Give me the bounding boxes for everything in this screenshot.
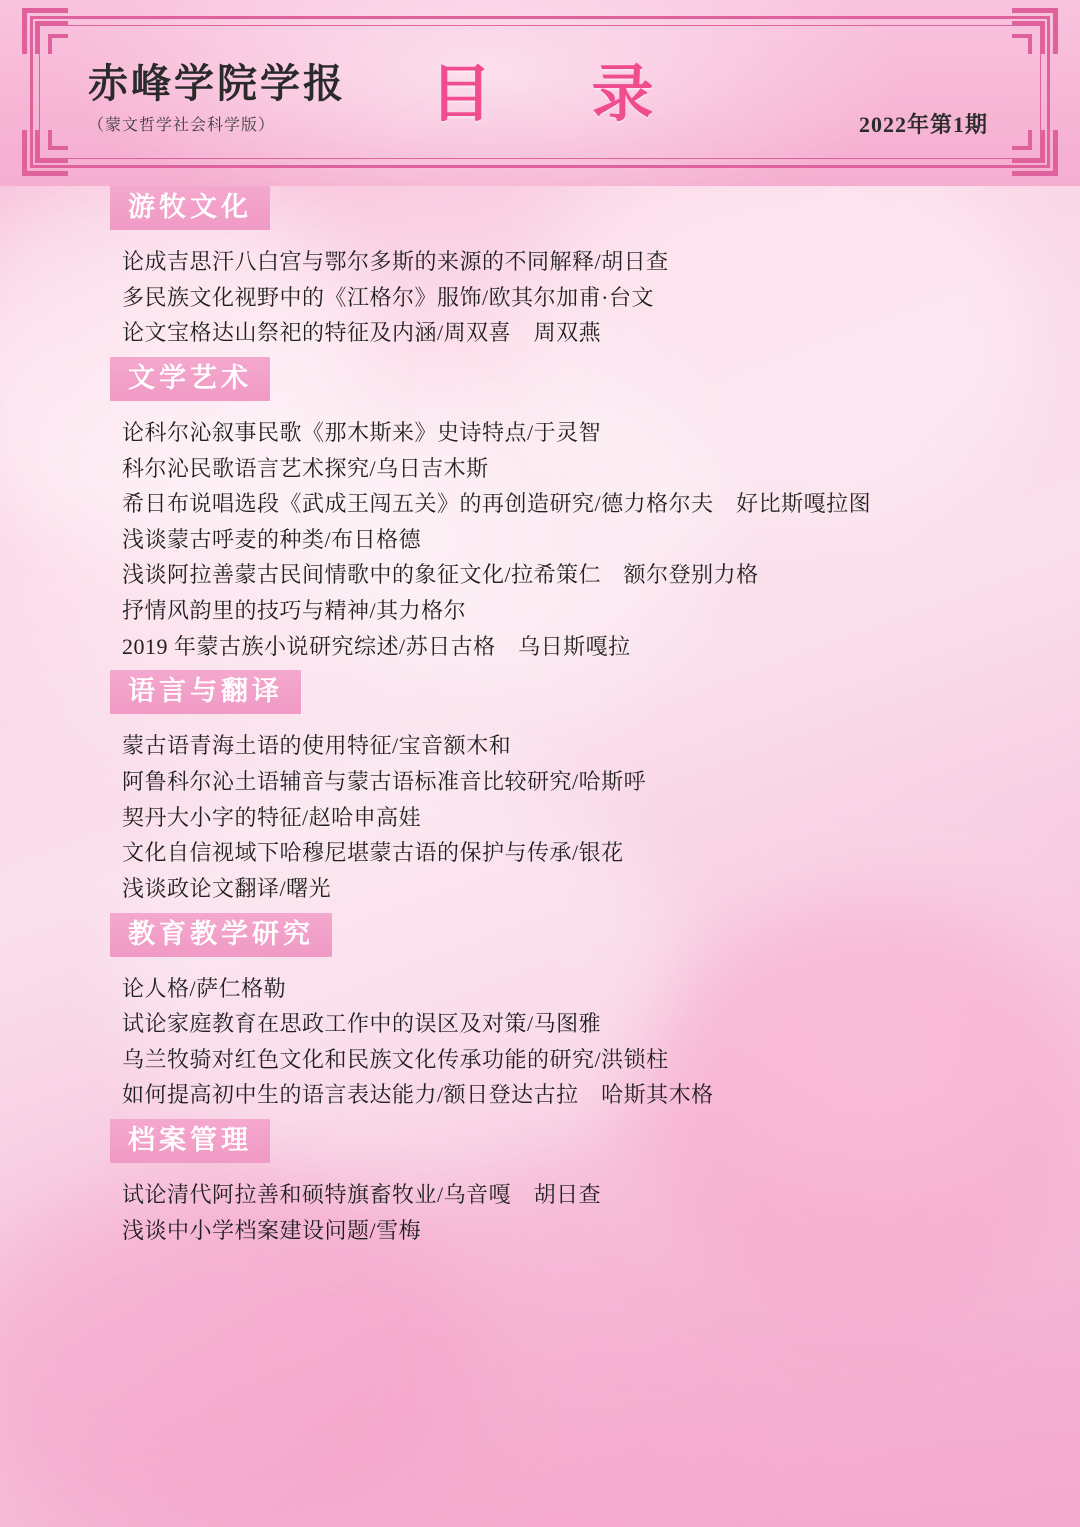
toc-entry[interactable]: 浅谈蒙古呼麦的种类/布日格德 [122, 526, 422, 552]
masthead [0, 0, 1080, 186]
toc-entry[interactable]: 如何提高初中生的语言表达能力/额日登达古拉 哈斯其木格 [122, 1082, 714, 1108]
toc-entry[interactable]: 2019 年蒙古族小说研究综述/苏日古格 乌日斯嘎拉 [122, 633, 631, 659]
toc-entry[interactable]: 阿鲁科尔沁土语辅音与蒙古语标准音比较研究/哈斯呼 [122, 769, 647, 795]
corner-ornament-icon [1012, 8, 1058, 54]
toc-entry[interactable]: 契丹大小字的特征/赵哈申高娃 [122, 804, 422, 830]
toc-entry[interactable]: 浅谈阿拉善蒙古民间情歌中的象征文化/拉希策仁 额尔登别力格 [122, 562, 759, 588]
section [0, 670, 1080, 906]
section-heading: 文学艺术 [110, 357, 270, 401]
toc-entry[interactable]: 抒情风韵里的技巧与精神/其力格尔 [122, 598, 467, 624]
toc-entry[interactable]: 论成吉思汗八白宫与鄂尔多斯的来源的不同解释/胡日查 [122, 249, 669, 275]
entry-list [0, 728, 1080, 906]
section-heading: 档案管理 [110, 1119, 270, 1163]
entry-list [0, 1177, 1080, 1248]
toc-entry[interactable]: 希日布说唱选段《武成王闯五关》的再创造研究/德力格尔夫 好比斯嘎拉图 [122, 491, 872, 517]
toc-entry[interactable]: 论科尔沁叙事民歌《那木斯来》史诗特点/于灵智 [122, 419, 602, 445]
toc-entry[interactable]: 浅谈中小学档案建设问题/雪梅 [122, 1217, 422, 1243]
toc-entry[interactable]: 试论清代阿拉善和硕特旗畜牧业/乌音嘎 胡日查 [122, 1182, 602, 1208]
section-heading: 游牧文化 [110, 186, 270, 230]
journal-subtitle: （蒙文哲学社会科学版） [88, 117, 276, 134]
corner-ornament-icon [22, 130, 68, 176]
page-title: 目 录 [430, 61, 696, 129]
contents-list [0, 186, 1080, 1254]
entry-list [0, 244, 1080, 351]
section-heading: 语言与翻译 [110, 670, 301, 714]
section [0, 913, 1080, 1114]
corner-ornament-icon [22, 8, 68, 54]
toc-entry[interactable]: 论文宝格达山祭祀的特征及内涵/周双喜 周双燕 [122, 320, 602, 346]
toc-entry[interactable]: 试论家庭教育在思政工作中的误区及对策/马图雅 [122, 1011, 602, 1037]
toc-entry[interactable]: 浅谈政论文翻译/曙光 [122, 875, 332, 901]
section [0, 1119, 1080, 1248]
section [0, 186, 1080, 351]
issue-label: 2022年第1期 [858, 112, 988, 137]
section [0, 357, 1080, 664]
toc-entry[interactable]: 乌兰牧骑对红色文化和民族文化传承功能的研究/洪锁柱 [122, 1046, 669, 1072]
toc-entry[interactable]: 多民族文化视野中的《江格尔》服饰/欧其尔加甫·台文 [122, 284, 654, 310]
toc-entry[interactable]: 文化自信视域下哈穆尼堪蒙古语的保护与传承/银花 [122, 840, 624, 866]
entry-list [0, 415, 1080, 664]
section-heading: 教育教学研究 [110, 913, 332, 957]
entry-list [0, 971, 1080, 1114]
toc-entry[interactable]: 论人格/萨仁格勒 [122, 975, 287, 1001]
toc-entry[interactable]: 蒙古语青海土语的使用特征/宝音额木和 [122, 733, 512, 759]
corner-ornament-icon [1012, 130, 1058, 176]
journal-title: 赤峰学院学报 [88, 61, 346, 106]
toc-entry[interactable]: 科尔沁民歌语言艺术探究/乌日吉木斯 [122, 455, 489, 481]
